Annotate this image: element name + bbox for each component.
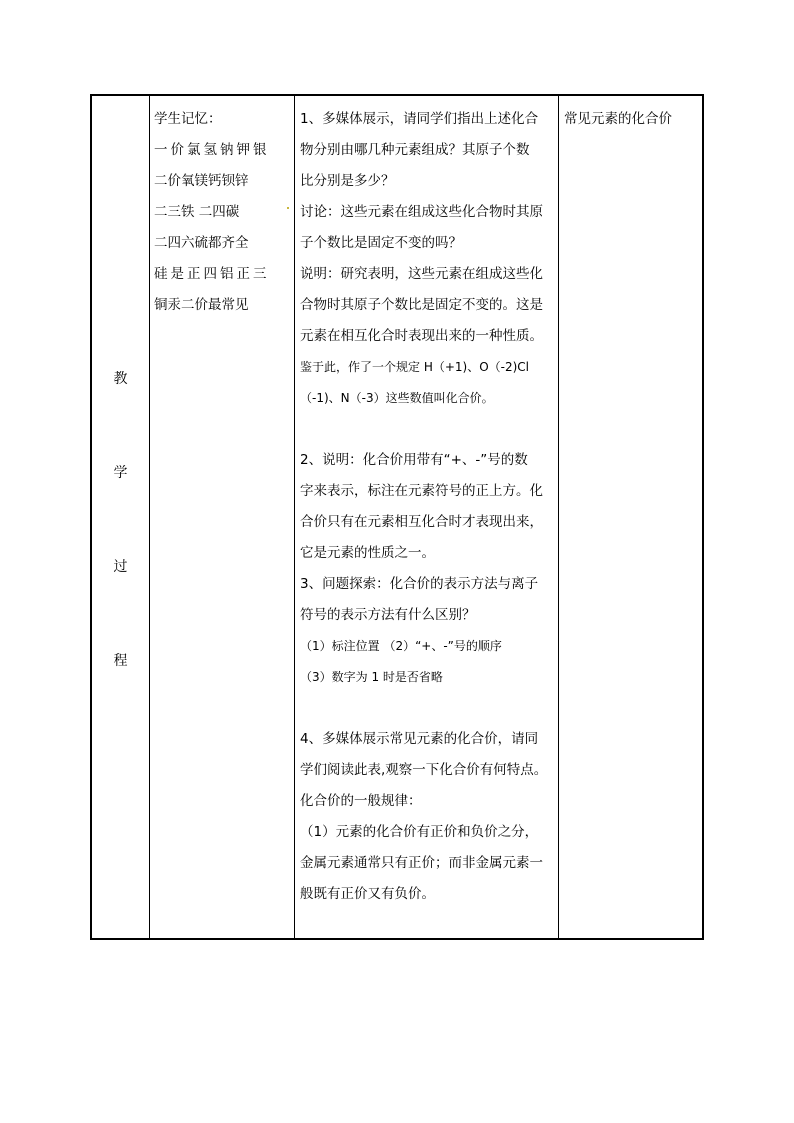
memory-line: 二三铁 二四碳: [154, 204, 240, 220]
process-line: 比分别是多少？: [300, 173, 395, 189]
memory-line: 硅是正四铝正三: [154, 266, 270, 282]
process-line: 金属元素通常只有正价；而非金属元素一: [300, 855, 543, 871]
process-line: （3）数字为 1 时是否省略: [300, 670, 443, 684]
paragraph-gap: [300, 414, 554, 445]
section-label-column: [92, 96, 149, 938]
process-line: 鉴于此，作了一个规定 H（+1)、O（-2)Cl: [300, 360, 530, 374]
process-line: 3、问题探索：化合价的表示方法与离子: [300, 576, 539, 592]
memory-line: 铜汞二价最常见: [154, 297, 249, 313]
memory-line: 一价氯氢钠钾银: [154, 142, 270, 158]
lesson-table: [90, 94, 704, 940]
memory-line: 二四六硫都齐全: [154, 235, 249, 251]
process-line: （1）元素的化合价有正价和负价之分，: [300, 824, 539, 840]
process-line: 般既有正价又有负价。: [300, 886, 435, 902]
column-divider: [558, 96, 559, 938]
process-line: 4、多媒体展示常见元素的化合价，请同: [300, 731, 539, 747]
process-line: 字来表示，标注在元素符号的正上方。化: [300, 483, 543, 499]
memory-heading: 学生记忆：: [154, 111, 222, 127]
notes-column: [564, 104, 702, 135]
process-line: 子个数比是固定不变的吗？: [300, 235, 462, 251]
student-memory-column: [154, 104, 294, 321]
paragraph-gap: [300, 693, 554, 724]
process-line: 说明：研究表明，这些元素在组成这些化: [300, 266, 543, 282]
process-line: （1）标注位置 （2）“+、-”号的顺序: [300, 639, 502, 653]
section-label-char: 过: [113, 559, 128, 575]
process-line: 它是元素的性质之一。: [300, 545, 435, 561]
section-label-char: 程: [113, 653, 128, 669]
process-line: 2、说明：化合价用带有“+、-”号的数: [300, 452, 528, 468]
process-line: 1、多媒体展示，请同学们指出上述化合: [300, 111, 539, 127]
section-label-char: 学: [113, 465, 128, 481]
note-text: 常见元素的化合价: [564, 111, 672, 127]
process-line: 化合价的一般规律：: [300, 793, 422, 809]
memory-line: 二价氧镁钙钡锌: [154, 173, 249, 189]
process-line: 元素在相互化合时表现出来的一种性质。: [300, 328, 543, 344]
process-line: 符号的表示方法有什么区别？: [300, 607, 476, 623]
teaching-process-column: [300, 104, 554, 910]
process-line: （-1)、N（-3）这些数值叫化合价。: [300, 391, 494, 405]
process-line: 合价只有在元素相互化合时才表现出来，: [300, 514, 543, 530]
process-line: 物分别由哪几种元素组成？其原子个数: [300, 142, 530, 158]
section-label-char: 教: [113, 371, 128, 387]
process-line: 学们阅读此表,观察一下化合价有何特点。: [300, 762, 548, 778]
process-line: 合物时其原子个数比是固定不变的。这是: [300, 297, 543, 313]
column-divider: [294, 96, 295, 938]
process-line: 讨论：这些元素在组成这些化合物时其原: [300, 204, 543, 220]
column-divider: [149, 96, 150, 938]
stray-mark: [287, 207, 289, 209]
